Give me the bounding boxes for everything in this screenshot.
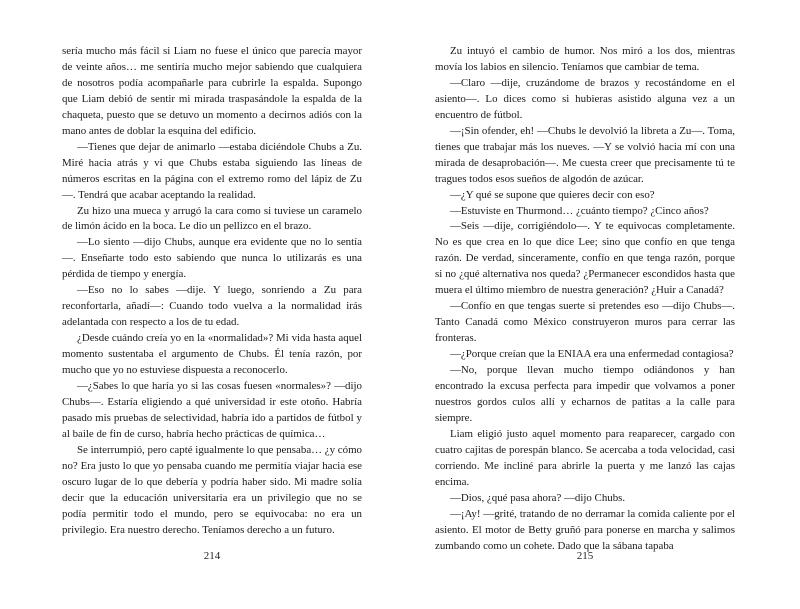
paragraph: —¡Sin ofender, eh! —Chubs le devolvió la libreta a Zu—. Toma, tienes que trabajar más los nueves. —Y se volvió hacia mí con una mirada de desaprobación—. Me cuesta creer que precisamente tú te tragues todos esos sueños de algodón de azúcar. — [435, 124, 735, 185]
paragraph: sería mucho más fácil si Liam no fuese el único que parecía mayor de veinte años… me sentiría mucho mejor sabiendo que cualquiera de nosotros podía acompañarle para cubrirle la espalda. Supongo que Liam debió de sentir mi mirada traspasándole la espalda de la chaqueta, puesto que se detuvo un momento a decirnos adiós con la mano antes de doblar la esquina del edificio. — [62, 45, 362, 137]
paragraph: —Eso no lo sabes —dije. Y luego, sonriendo a Zu para reconfortarla, añadí—: Cuando todo vuelva a la normalidad irás adelantada con respecto a los de tu edad. — [62, 284, 362, 329]
paragraph: Se interrumpió, pero capté igualmente lo que pensaba… ¿y cómo no? Era justo lo que yo pensaba cuando me permitía viajar hacia ese oscuro lugar de lo que debería y podría haber sido. Mi madre solía decir que la educación universitaria era un privilegio que no se podía permitir todo el mundo, pero se equivocaba: no era un privilegio. Era nuestro derecho. Teníamos derecho a un futuro. — [62, 443, 362, 536]
paragraph: Zu intuyó el cambio de humor. Nos miró a los dos, mientras movía los labios en silencio. Teníamos que cambiar de tema. — [435, 45, 735, 73]
paragraph: —No, porque llevan mucho tiempo odiándonos y han encontrado la excusa perfecta para impedir que volvamos a poner nuestros gordos culos allí y echarnos de patitas a la calle para siempre. — [435, 364, 735, 424]
paragraph: Zu hizo una mueca y arrugó la cara como si tuviese un caramelo de limón ácido en la boca. Le dio un pellizco en el brazo. — [62, 204, 362, 233]
paragraph: ¿Desde cuándo creía yo en la «normalidad»? Mi vida hasta aquel momento sustentaba el argumento de Chubs. Él tenía razón, por mucho que yo no estuviese dispuesta a reconocerlo. — [62, 332, 362, 377]
paragraph: —Seis —dije, corrigiéndolo—. Y te equivocas completamente. No es que crea en lo que dice Lee; sino que confío en que tenga razón. De verdad, sinceramente, confío en que tenga razón, porque si no ¿qué alternativa nos queda? ¿Permanecer escondidos hasta que muera el último miembro de nuestra generación? ¿Huir a Canadá? — [435, 220, 735, 297]
right-page-text — [435, 44, 735, 555]
paragraph: —Claro —dije, cruzándome de brazos y recostándome en el asiento—. Lo dices como si hubieras asistido alguna vez a un encuentro de fútbol. — [435, 76, 735, 121]
paragraph: —¿Porque creían que la ENIAA era una enfermedad contagiosa? — [450, 348, 734, 361]
paragraph: —Tienes que dejar de animarlo —estaba diciéndole Chubs a Zu. Miré hacia atrás y vi que Chubs estaba siguiendo las líneas de números escritas en la página con el extremo romo del lápiz de Zu—. Tendrá que acabar aceptando la realidad. — [62, 140, 362, 201]
paragraph: —¡Ay! —grité, tratando de no derramar la comida caliente por el asiento. El motor de Betty gruñó para ponerse en marcha y salimos zumbando como un cohete. Dado que la sábana tapaba — [435, 507, 735, 552]
paragraph: —Confío en que tengas suerte si pretendes eso —dijo Chubs—. Tanto Canadá como México construyeron muros para cerrar las fronteras. — [435, 300, 735, 345]
paragraph: —Dios, ¿qué pasa ahora? —dijo Chubs. — [450, 491, 626, 504]
paragraph: —Lo siento —dijo Chubs, aunque era evidente que no lo sentía—. Enseñarte todo esto sabiendo que nunca lo utilizarás es una pérdida de tiempo y energía. — [62, 236, 362, 281]
paragraph: Liam eligió justo aquel momento para reaparecer, cargado con cuatro cajitas de porespán blanco. Se acercaba a toda velocidad, casi corriendo. Me incliné para abrirle la puerta y me lanzó las cajas encima. — [435, 427, 735, 488]
paragraph: —¿Y qué se supone que quieres decir con eso? — [450, 188, 655, 201]
page-number-left: 214 — [203, 550, 221, 562]
paragraph: —¿Sabes lo que haría yo si las cosas fuesen «normales»? —dijo Chubs—. Estaría eligiendo a qué universidad ir este otoño. Habría pasado mis pruebas de selectividad, habría ido a partidos de fútbol y al baile de fin de curso, habría hecho prácticas de química… — [62, 380, 362, 440]
page-number-right: 215 — [576, 550, 594, 562]
paragraph: —Estuviste en Thurmond… ¿cuánto tiempo? ¿Cinco años? — [450, 204, 709, 217]
left-page-text — [62, 44, 362, 539]
